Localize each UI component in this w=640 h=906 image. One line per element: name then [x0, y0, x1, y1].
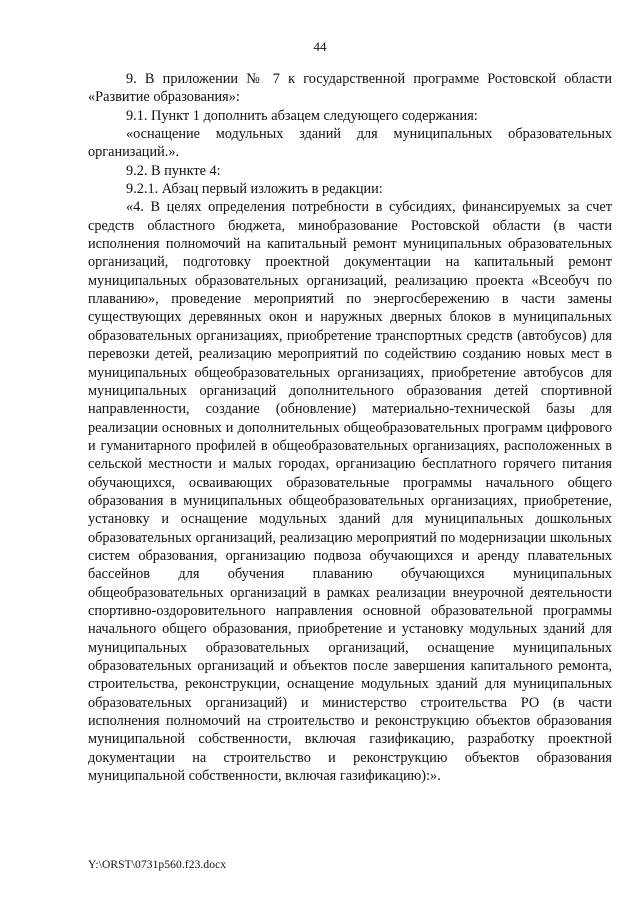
- paragraph-item-4-text: «4. В целях определения потребности в субсидиях, финансируемых за счет средств областного бюджета, минобразование Ростовской области (в части исполнения полномочий на капитальный ремонт муниципальных образовательных организаций, подготовку проектной документации на капитальный ремонт муниципальных образовательных организаций, реализацию проекта «Всеобуч по плаванию», проведение мероприятий по энергосбережению в части замены существующих деревянных окон и наружных дверных блоков в муниципальных образовательных организациях, приобретение транспортных средств (автобусов) для перевозки детей, реализацию мероприятий по содействию созданию новых мест в муниципальных общеобразовательных организациях, приобретение автобусов для муниципальных организаций дополнительного образования детей спортивной направленности, создание (обновление) материально-технической базы для реализации основных и дополнительных общеобразовательных программ цифрового и гуманитарного профилей в общеобразовательных организациях, расположенных в сельской местности и малых городах, организацию бесплатного горячего питания обучающихся, осваивающих образовательные программы начального общего образования в муниципальных общеобразовательных организациях, приобретение, установку и оснащение модульных зданий для муниципальных дошкольных образовательных организаций, реализацию мероприятий по модернизации школьных систем образования, организацию подвоза обучающихся и аренду плавательных бассейнов для обучения плаванию обучающихся муниципальных общеобразовательных организаций в рамках реализации внеурочной деятельности спортивно-оздоровительного направления основной образовательной программы начального общего образования, приобретение и установку модульных зданий для муниципальных образовательных организаций, оснащение муниципальных образовательных организаций и объектов после завершения капитального ремонта, строительства, реконструкции, оснащение модульных зданий для муниципальных образовательных организаций) и министерство строительства РО (в части исполнения полномочий на строительство и реконструкцию объектов образования муниципальной собственности, включая газификацию, разработку проектной документации на строительство и реконструкцию объектов образования муниципальной собственности, включая газификацию):».: [88, 199, 612, 785]
- paragraph-item-9-2: 9.2. В пункте 4:: [126, 162, 221, 179]
- paragraph-quoted-addition: «оснащение модульных зданий для муниципальных образовательных организаций.».: [88, 126, 612, 161]
- document-body: [88, 70, 612, 785]
- file-path-footer: Y:\ORST\0731p560.f23.docx: [88, 859, 227, 871]
- paragraph-item-9: 9. В приложении № 7 к государственной программе Ростовской области «Развитие образования»:: [88, 71, 612, 106]
- page-number: 44: [313, 39, 327, 54]
- paragraph-item-9-1: 9.1. Пункт 1 дополнить абзацем следующего содержания:: [126, 107, 478, 124]
- paragraph-item-9-2-1: 9.2.1. Абзац первый изложить в редакции:: [126, 181, 383, 198]
